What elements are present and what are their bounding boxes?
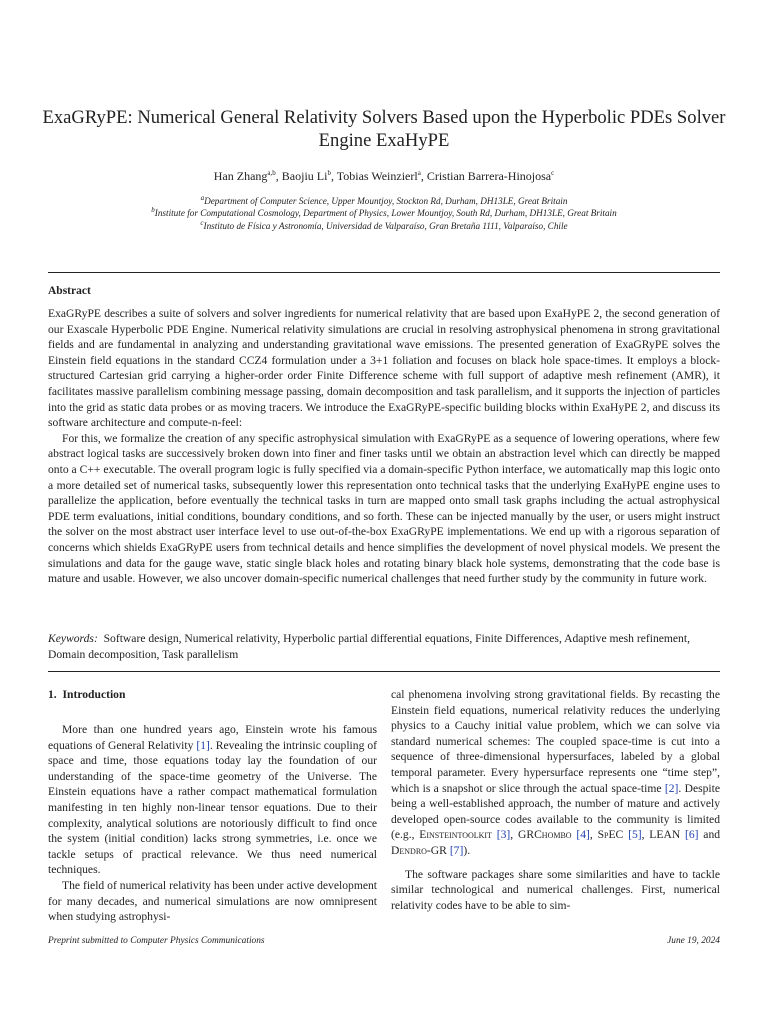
abstract-heading: Abstract bbox=[48, 285, 91, 297]
author-affil-mark: a,b bbox=[267, 169, 276, 177]
affiliation bbox=[30, 195, 738, 207]
citation-link[interactable]: [6] bbox=[684, 828, 699, 842]
section-heading bbox=[48, 688, 125, 701]
keywords-text: Software design, Numerical relativity, Hyperbolic partial differential equations, Finite Differences, Adaptive mesh refinement, Domain decomposition, Task parallelism bbox=[48, 632, 690, 661]
affiliation-mark: c bbox=[200, 218, 204, 227]
abstract-paragraph: ExaGRyPE describes a suite of solvers and solver ingredients for numerical relativity that are based upon ExaHyPE 2, the second generation of our Exascale Hyperbolic PDE Engine. Numerical relativity simulations are crucial in resolving astrophysical phenomena in strong gravitational fields and are fundamental in analyzing and understanding gravitational wave emissions. The presented generation of ExaGRyPE solves the Einstein field equations in the standard CCZ4 formulation under a 3+1 foliation and focuses on black hole space-times. It employs a block-structured Cartesian grid carrying a higher-order order Finite Difference scheme with full support of adaptive mesh refinement (AMR), it facilitates massive parallelism combining message passing, domain decomposition and task parallelism, and it supports the injection of particles into the grid as static data probes or as moving tracers. We introduce the ExaGRyPE-specific building blocks within ExaHyPE 2, and discuss its software architecture and compute-n-feel: bbox=[48, 307, 720, 430]
text-run: cal phenomena involving strong gravitational fields. By recasting the Einstein field equations, numerical relativity reduces the underlying physics to a Cauchy initial value problem, which we can solve via standard numerical schemes: The coupled space-time is cut into a sequence of three-dimensional hypersurfaces, labeled by a global temporal parameter. Every hypersurface represents one “time step”, which is a snapshot or slice through the actual space-time bbox=[391, 688, 720, 795]
author-list: Han Zhang$^{a,b}$, Baojiu Li$^b$, Tobias Weinzierl$^a$, Cristian Barrera-Hinojosa$^c$ bbox=[213, 169, 555, 183]
paper-title: ExaGRyPE: Numerical General Relativity Solvers Based upon the Hyperbolic PDEs Solver Engine ExaHyPE bbox=[42, 107, 726, 151]
body-paragraph: cal phenomena involving strong gravitational fields. By recasting the Einstein field equations, numerical relativity reduces the underlying physics to a Cauchy initial value problem, which we can solve via standard numerical schemes: The coupled space-time is cut into a sequence of three-dimensional hypersurfaces, labeled by a global temporal parameter. Every hypersurface represents one “time step”, which is a snapshot or slice through the actual space-time [2]. Despite being a well-established approach, the number of mature and actively developed open-source codes available to the community is limited (e.g., Einsteintoolkit [3], GRChombo [4], SpEC [5], LEAN [6] and Dendro-GR [7]). bbox=[391, 688, 721, 857]
author-name: Baojiu Li bbox=[281, 169, 328, 183]
text-run: and bbox=[703, 828, 721, 842]
text-run: . Revealing the intrinsic coupling of space and time, those equations today lay the foundation of our understanding of the space-time geometry of the Universe. The Einstein equations have a rather compact mathematical formulation manifesting in ten highly non-linear tensor equations. Due to their complexity, analytical solutions are notoriously difficult to find once the system (initial condition) lacks strong symmetries, i.e. once we tackle setups of practical relevance. We thus need numerical techniques. bbox=[48, 738, 377, 877]
author-affil-mark: c bbox=[551, 169, 555, 177]
text-run: More than one hundred years ago, Einstein wrote his famous equations of General Relativity bbox=[48, 723, 377, 752]
right-column bbox=[391, 687, 720, 913]
code-name: Einsteintoolkit bbox=[419, 828, 492, 842]
affiliation-text: Instituto de Física y Astronomía, Universidad de Valparaíso, Gran Bretaña 1111, Valparaíso, Chile bbox=[203, 220, 568, 231]
affiliation bbox=[30, 220, 738, 232]
code-name: GRChombo bbox=[517, 828, 572, 842]
affiliation-text: Department of Computer Science, Upper Mountjoy, Stockton Rd, Durham, DH13LE, Great Britain bbox=[204, 196, 568, 206]
author-name: Tobias Weinzierl bbox=[336, 169, 418, 183]
body-paragraph bbox=[48, 722, 377, 878]
section-title: Introduction bbox=[62, 688, 126, 701]
author-affil-mark: a bbox=[417, 169, 421, 177]
text-run: . Despite being a well-established approach, the number of mature and actively developed open-source codes available to the community is limited (e.g., bbox=[391, 781, 720, 842]
affiliation-text: Institute for Computational Cosmology, Department of Physics, Lower Mountjoy, South Rd, Durham, DH13LE, Great Britain bbox=[154, 208, 617, 219]
section-number: 1. bbox=[48, 688, 57, 701]
citation-link[interactable]: [1] bbox=[196, 738, 210, 752]
citation-link[interactable]: [5] bbox=[628, 828, 642, 842]
affiliation-list bbox=[30, 195, 738, 232]
code-name: LEAN bbox=[649, 828, 681, 842]
affiliation bbox=[30, 207, 738, 219]
footer-date: June 19, 2024 bbox=[667, 936, 720, 946]
body-paragraph: The field of numerical relativity has been under active development for many decades, and numerical simulations are now omnipresent when studying astrophysi- bbox=[48, 878, 377, 924]
citation-link[interactable]: [3] bbox=[496, 828, 511, 842]
abstract-paragraph: For this, we formalize the creation of any specific astrophysical simulation with ExaGRyPE as a sequence of lowering operations, where few abstract logical tasks are successively broken down into finer and finer tasks until we obtain an abstraction level which can directly be mapped onto a C++ executable. The overall program logic is fully specified via a domain-specific Python interface, we automatically map this logic onto a more detailed set of numerical tasks, subsequently lower this representation onto technical tasks that the underlying ExaHyPE engine uses to parallelize the application, before eventually the technical tasks in turn are mapped onto small task graphs including the actual astrophysical PDE term evaluations, initial conditions, boundary conditions, and so forth. These can be injected manually by the user, or users might instruct the solver on the most abstract user interface level to use out-of-the-box ExaGRyPE implementations. We end up with a rigorous separation of concerns which shields ExaGRyPE users from technical details and hence simplifies the development of novel physical models. We present the simulations and data for the gauge wave, static single black holes and rotating binary black hole systems, demonstrating that the code base is mature and usable. However, we also uncover domain-specific numerical challenges that need further study by the community in future work. bbox=[48, 431, 720, 586]
citation-link[interactable]: [2] bbox=[664, 781, 679, 795]
abstract-top-rule bbox=[48, 272, 720, 273]
affiliation-mark: b bbox=[151, 206, 155, 215]
abstract-bottom-rule bbox=[48, 671, 720, 672]
author-affil-mark: b bbox=[327, 169, 331, 177]
author-name: Han Zhang bbox=[213, 169, 268, 183]
affiliation-mark: a bbox=[200, 193, 205, 202]
citation-link[interactable]: [7] bbox=[449, 843, 464, 857]
footer-preprint-note: Preprint submitted to Computer Physics Communications bbox=[48, 936, 265, 946]
code-name: SpEC bbox=[597, 828, 624, 842]
citation-link[interactable]: [4] bbox=[576, 828, 590, 842]
code-name: Dendro-GR bbox=[391, 843, 447, 857]
keywords-label: Keywords: bbox=[48, 632, 98, 645]
left-column bbox=[48, 722, 377, 925]
keywords bbox=[48, 631, 720, 662]
abstract-body bbox=[48, 306, 720, 587]
author-name: Cristian Barrera-Hinojosa bbox=[426, 169, 552, 183]
body-paragraph: The software packages share some similarities and have to tackle similar technological and numerical challenges. First, numerical relativity codes have to be able to sim- bbox=[391, 867, 720, 912]
